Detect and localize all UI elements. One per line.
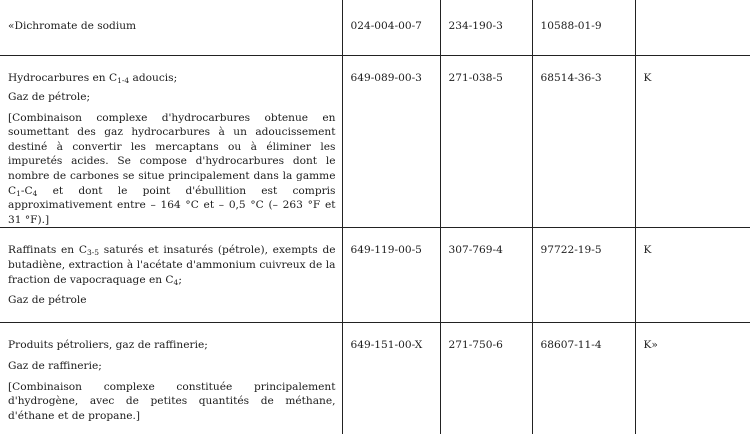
cas-number: 10588-01-9 <box>540 20 602 32</box>
index-number: 024-004-00-7 <box>350 20 422 32</box>
table-row <box>0 323 750 434</box>
index-number-cell <box>342 228 440 323</box>
carbon-range-subscript: 3-5 <box>86 248 100 258</box>
ec-number-cell <box>440 0 532 55</box>
carbon-range-subscript: 1-4 <box>117 75 130 85</box>
index-number: 649-151-00-X <box>350 339 423 352</box>
carbon-range-subscript: 4 <box>173 277 179 287</box>
ec-number: 271-750-6 <box>448 339 503 352</box>
substance-name-cell <box>0 228 342 323</box>
note: K <box>643 244 652 257</box>
table-row <box>0 0 750 55</box>
cas-number-cell <box>532 323 635 434</box>
substance-name-cell <box>0 0 342 55</box>
index-number: 649-119-00-5 <box>350 244 422 257</box>
substance-alias: Gaz de pétrole; <box>8 91 91 104</box>
table-row <box>0 228 750 323</box>
substance-name <box>8 243 336 287</box>
index-number-cell <box>342 323 440 434</box>
ec-number-cell <box>440 323 532 434</box>
table-row <box>0 55 750 228</box>
substance-name: «Dichromate de sodium <box>8 20 137 32</box>
substance-name-text: Raffinats en C <box>8 244 87 257</box>
description-subscript: 1 <box>16 188 21 198</box>
cas-number: 68607-11-4 <box>540 339 602 352</box>
ec-number: 271-038-5 <box>448 71 503 84</box>
index-number-cell <box>342 0 440 55</box>
note-cell <box>635 55 750 228</box>
description-text: -C <box>20 184 33 197</box>
substance-name: Produits pétroliers, gaz de raffinerie; <box>8 339 208 352</box>
note-cell <box>635 0 750 55</box>
index-number: 649-089-00-3 <box>350 71 422 84</box>
substance-name-cell <box>0 323 342 434</box>
note: K <box>643 71 652 84</box>
cas-number-cell <box>532 228 635 323</box>
note: K» <box>643 339 658 352</box>
description-text: [Combinaison complexe d'hydrocarbures obtenue en soumettant des gaz hydrocarbures à un adoucissement destiné à convertir les mercaptans ou à éliminer les impuretés acides. Se compose d'hydrocarbures dont le nombre de carbones se situe principalement dans la gamme C <box>8 111 336 197</box>
ec-number-cell <box>440 228 532 323</box>
substance-name-suffix: ; <box>178 273 182 286</box>
substance-name-suffix: adoucis; <box>129 71 178 84</box>
cas-number-cell <box>532 55 635 228</box>
substance-name <box>8 71 336 86</box>
cas-number: 68514-36-3 <box>540 71 602 84</box>
description-text: et dont le point d'ébullition est compris approximativement entre – 164 °C et – 0,5 °C (– 263 °F et 31 °F).] <box>8 184 336 226</box>
ec-number: 234-190-3 <box>448 20 503 32</box>
substance-name-suffix: saturés et insaturés (pétrole), exempts de butadiène, extraction à l'acétate d'ammonium cuivreux de la fraction de vapocraquage en C <box>8 244 336 286</box>
substance-description <box>8 111 336 228</box>
substance-name-cell <box>0 55 342 228</box>
index-number-cell <box>342 55 440 228</box>
substance-alias: Gaz de pétrole <box>8 294 87 307</box>
substance-name-text: Hydrocarbures en C <box>8 71 118 84</box>
note-cell <box>635 228 750 323</box>
ec-number-cell <box>440 55 532 228</box>
substance-description: [Combinaison complexe constituée principalement d'hydrogène, avec de petites quantités de méthane, d'éthane et de propane.] <box>8 380 336 422</box>
cas-number: 97722-19-5 <box>540 244 602 257</box>
ec-number: 307-769-4 <box>448 244 503 257</box>
substance-alias: Gaz de raffinerie; <box>8 360 102 373</box>
cas-number-cell <box>532 0 635 55</box>
description-subscript: 4 <box>32 188 38 198</box>
note-cell <box>635 323 750 434</box>
